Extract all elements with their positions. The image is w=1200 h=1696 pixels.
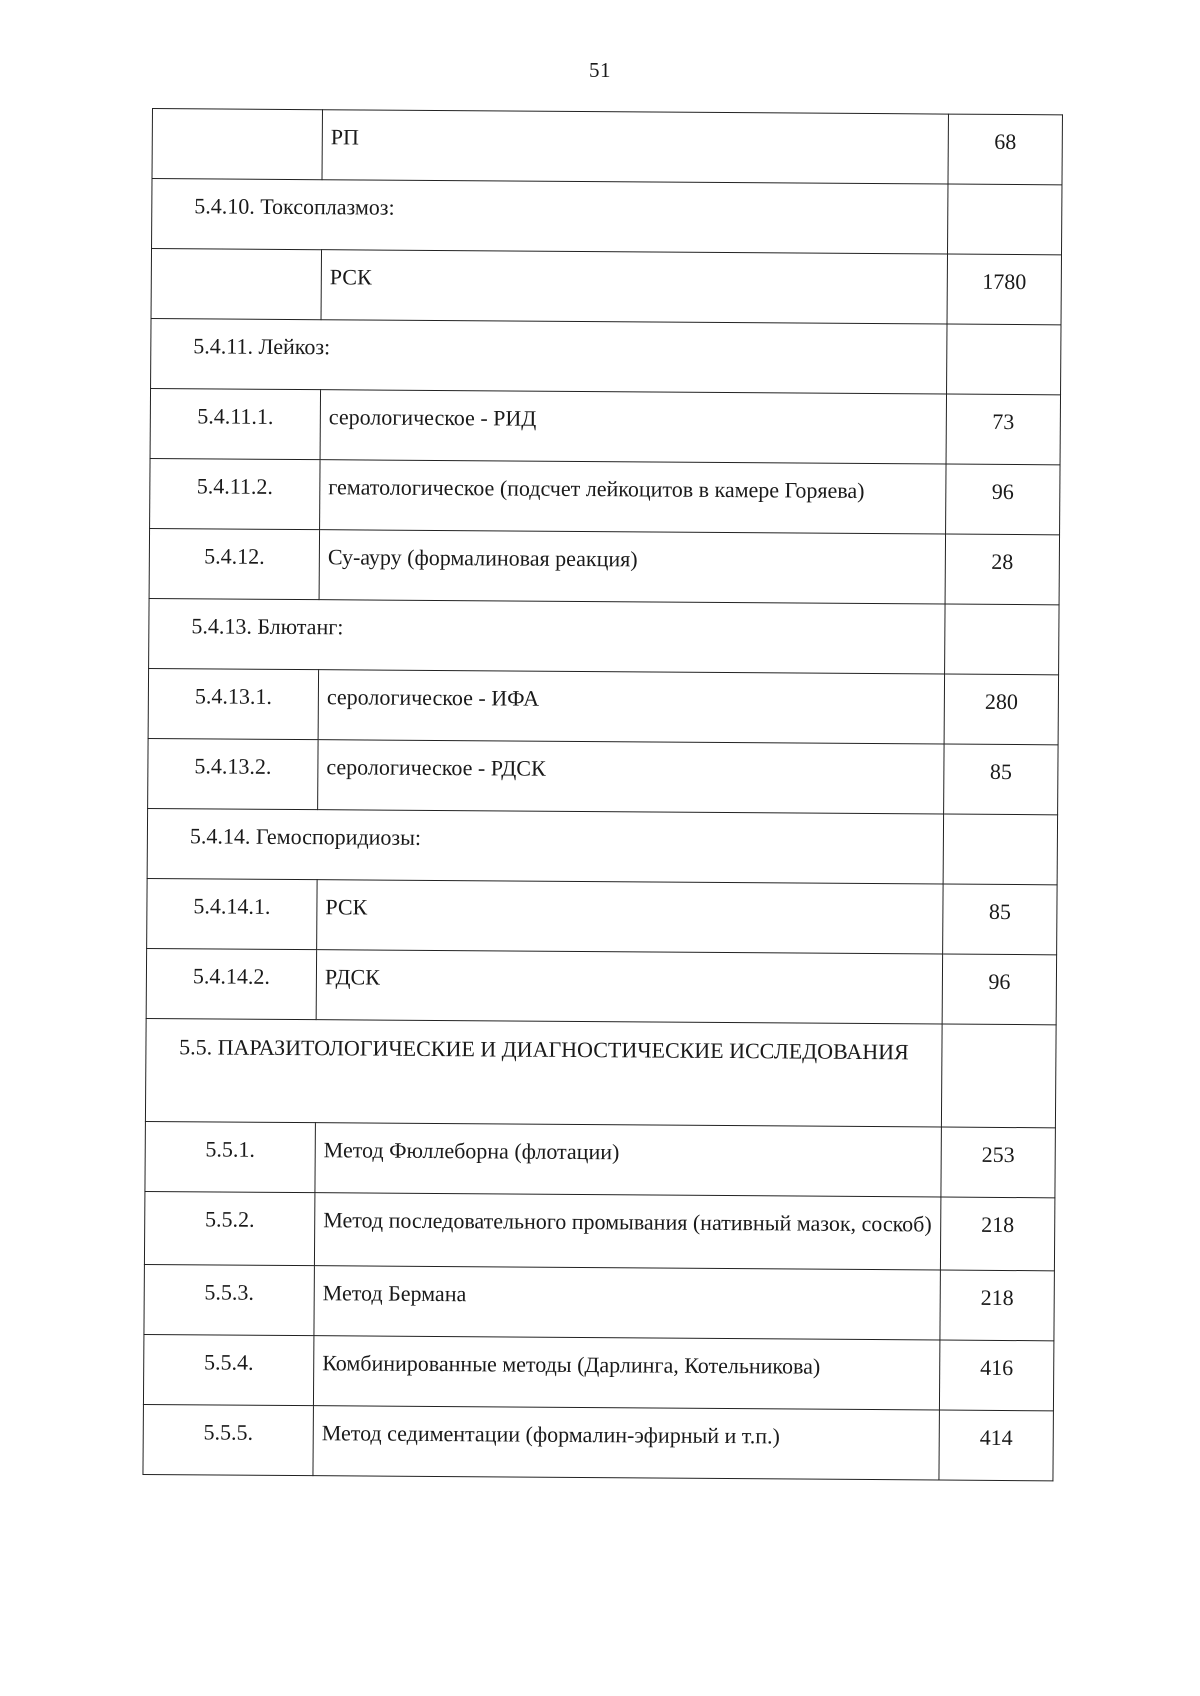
row-name: гематологическое (подсчет лейкоцитов в камере Горяева) [320,460,946,534]
section-row [149,598,1059,674]
row-price [947,324,1061,395]
table-row [145,1121,1055,1197]
section-heading: 5.5. ПАРАЗИТОЛОГИЧЕСКИЕ И ДИАГНОСТИЧЕСКИЕ ИССЛЕДОВАНИЯ [145,1018,942,1127]
row-code: 5.5.3. [144,1264,314,1335]
section-title: 5.4.13. Блютанг: [149,598,945,674]
table-row [148,668,1058,744]
row-price [947,184,1061,255]
row-name: серологическое - ИФА [318,670,944,744]
table-row [150,388,1060,464]
row-name: РСК [317,880,943,954]
row-code [151,249,321,320]
row-price: 218 [940,1270,1054,1341]
row-code: 5.4.13.1. [148,668,318,739]
row-price: 85 [943,884,1057,955]
table-row [152,109,1062,185]
row-price: 28 [945,534,1059,605]
row-name: РП [322,110,948,184]
row-price [945,604,1059,675]
row-price: 96 [942,954,1056,1025]
section-title: 5.4.10. Токсоплазмоз: [152,179,948,255]
table-row [143,1404,1053,1480]
row-name: РДСК [316,950,942,1024]
row-code: 5.4.13.2. [148,738,318,809]
row-name: Метод последовательного промывания (нативный мазок, соскоб) [314,1193,940,1270]
price-table [142,108,1063,1481]
row-name: Метод Бермана [314,1266,940,1340]
row-price: 85 [944,744,1058,815]
row-price: 416 [939,1340,1053,1411]
row-code: 5.5.5. [143,1404,313,1475]
page-number: 51 [589,58,611,82]
section-row [147,808,1057,884]
row-price: 73 [946,394,1060,465]
row-code: 5.5.4. [143,1334,313,1405]
row-name: серологическое - РДСК [318,740,944,814]
section-heading-row [145,1018,1056,1127]
row-price: 1780 [947,254,1061,325]
row-price [943,814,1057,885]
section-title: 5.4.14. Гемоспоридиозы: [147,808,943,884]
row-code: 5.4.11.1. [150,388,320,459]
section-row [151,318,1061,394]
section-title: 5.4.11. Лейкоз: [151,318,947,394]
table-row [151,249,1061,325]
row-name: Метод Фюллеборна (флотации) [315,1123,941,1197]
row-name: РСК [321,250,947,324]
row-code: 5.5.2. [144,1191,315,1265]
table-row [146,948,1056,1024]
row-code: 5.4.12. [149,528,319,599]
table-row [148,738,1058,814]
row-price [941,1024,1056,1128]
table-row [144,1264,1054,1340]
row-price: 253 [941,1127,1055,1198]
table-row [147,878,1057,954]
row-name: Комбинированные методы (Дарлинга, Котельникова) [313,1336,939,1410]
row-price: 218 [940,1197,1055,1271]
table-row [143,1334,1053,1410]
row-name: Су-ауру (формалиновая реакция) [319,530,945,604]
row-code [152,109,322,180]
table-row [150,458,1060,534]
table-row [149,528,1059,604]
row-code: 5.4.14.1. [147,878,317,949]
row-name: Метод седиментации (формалин-эфирный и т.п.) [313,1406,939,1480]
section-row [152,179,1062,255]
row-code: 5.5.1. [145,1121,315,1192]
row-price: 68 [948,114,1062,185]
row-code: 5.4.14.2. [146,948,316,1019]
row-code: 5.4.11.2. [150,458,320,529]
table-row [144,1191,1054,1270]
row-price: 96 [946,464,1060,535]
row-price: 280 [944,674,1058,745]
row-price: 414 [939,1410,1053,1481]
row-name: серологическое - РИД [320,390,946,464]
